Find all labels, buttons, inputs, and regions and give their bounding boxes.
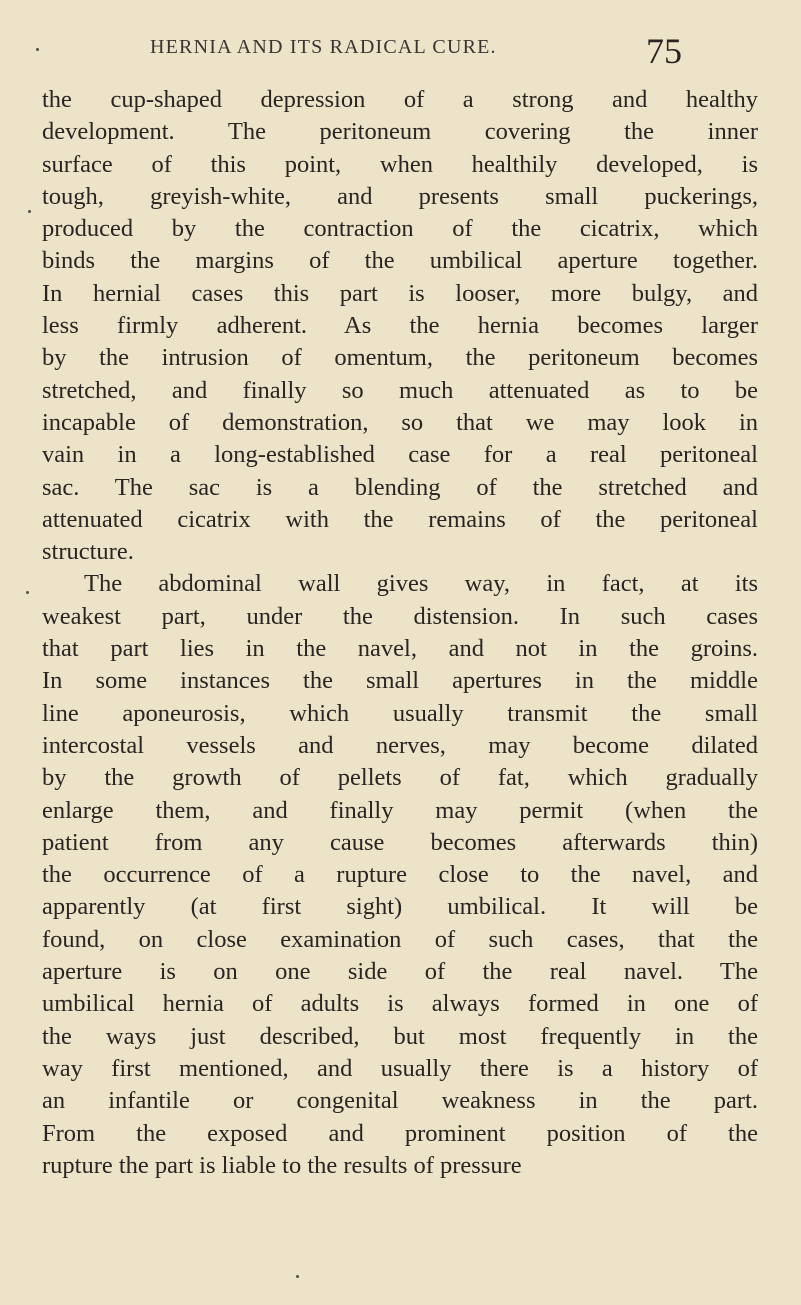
text-line: by the intrusion of omentum, the peritoneum becomes — [42, 344, 758, 372]
text-line: weakest part, under the distension. In such cases — [42, 602, 758, 630]
text-line: that part lies in the navel, and not in the groins. — [42, 635, 758, 663]
print-speck — [36, 48, 39, 51]
text-line: line aponeurosis, which usually transmit the small — [42, 699, 758, 727]
text-line: an infantile or congenital weakness in the part. — [42, 1087, 758, 1115]
text-line: rupture the part is liable to the results of pressure — [42, 1151, 522, 1179]
text-line: structure. — [42, 538, 134, 566]
text-line: From the exposed and prominent position of the — [42, 1119, 758, 1147]
text-line: umbilical hernia of adults is always formed in one of — [42, 990, 758, 1018]
text-line: tough, greyish-white, and presents small puckerings, — [42, 182, 758, 210]
text-line: the cup-shaped depression of a strong and healthy — [42, 86, 758, 113]
text-line: the ways just described, but most frequently in the — [42, 1022, 758, 1050]
text-line: less firmly adherent. As the hernia becomes larger — [42, 312, 758, 340]
text-line: aperture is on one side of the real navel. The — [42, 958, 758, 986]
print-speck — [28, 210, 31, 213]
print-speck — [26, 591, 29, 594]
text-line: patient from any cause becomes afterwards thin) — [42, 828, 758, 856]
text-line: In some instances the small apertures in the middle — [42, 667, 758, 695]
text-line: vain in a long-established case for a real peritoneal — [42, 441, 758, 469]
text-line: stretched, and finally so much attenuated as to be — [42, 376, 758, 404]
text-line: apparently (at first sight) umbilical. It will be — [42, 893, 758, 921]
text-line: development. The peritoneum covering the inner — [42, 118, 758, 146]
text-line: attenuated cicatrix with the remains of the peritoneal — [42, 505, 758, 533]
print-speck — [296, 1275, 299, 1278]
paragraph-start-line: The abdominal wall gives way, in fact, at its — [84, 570, 758, 598]
text-line: incapable of demonstration, so that we may look in — [42, 408, 758, 436]
text-line: sac. The sac is a blending of the stretched and — [42, 473, 758, 501]
text-line: the occurrence of a rupture close to the navel, and — [42, 861, 758, 889]
text-line: intercostal vessels and nerves, may become dilated — [42, 731, 758, 759]
running-title: HERNIA AND ITS RADICAL CURE. — [150, 36, 497, 58]
text-line: binds the margins of the umbilical aperture together. — [42, 247, 758, 275]
text-line: surface of this point, when healthily developed, is — [42, 150, 758, 178]
page-number: 75 — [646, 31, 682, 71]
text-line: found, on close examination of such cases, that the — [42, 925, 758, 953]
text-line: produced by the contraction of the cicatrix, which — [42, 215, 758, 243]
body-text — [42, 84, 758, 1182]
text-line: by the growth of pellets of fat, which gradually — [42, 764, 758, 792]
text-line: way first mentioned, and usually there is a history of — [42, 1054, 758, 1082]
text-line: In hernial cases this part is looser, more bulgy, and — [42, 279, 758, 307]
text-line: enlarge them, and finally may permit (when the — [42, 796, 758, 824]
